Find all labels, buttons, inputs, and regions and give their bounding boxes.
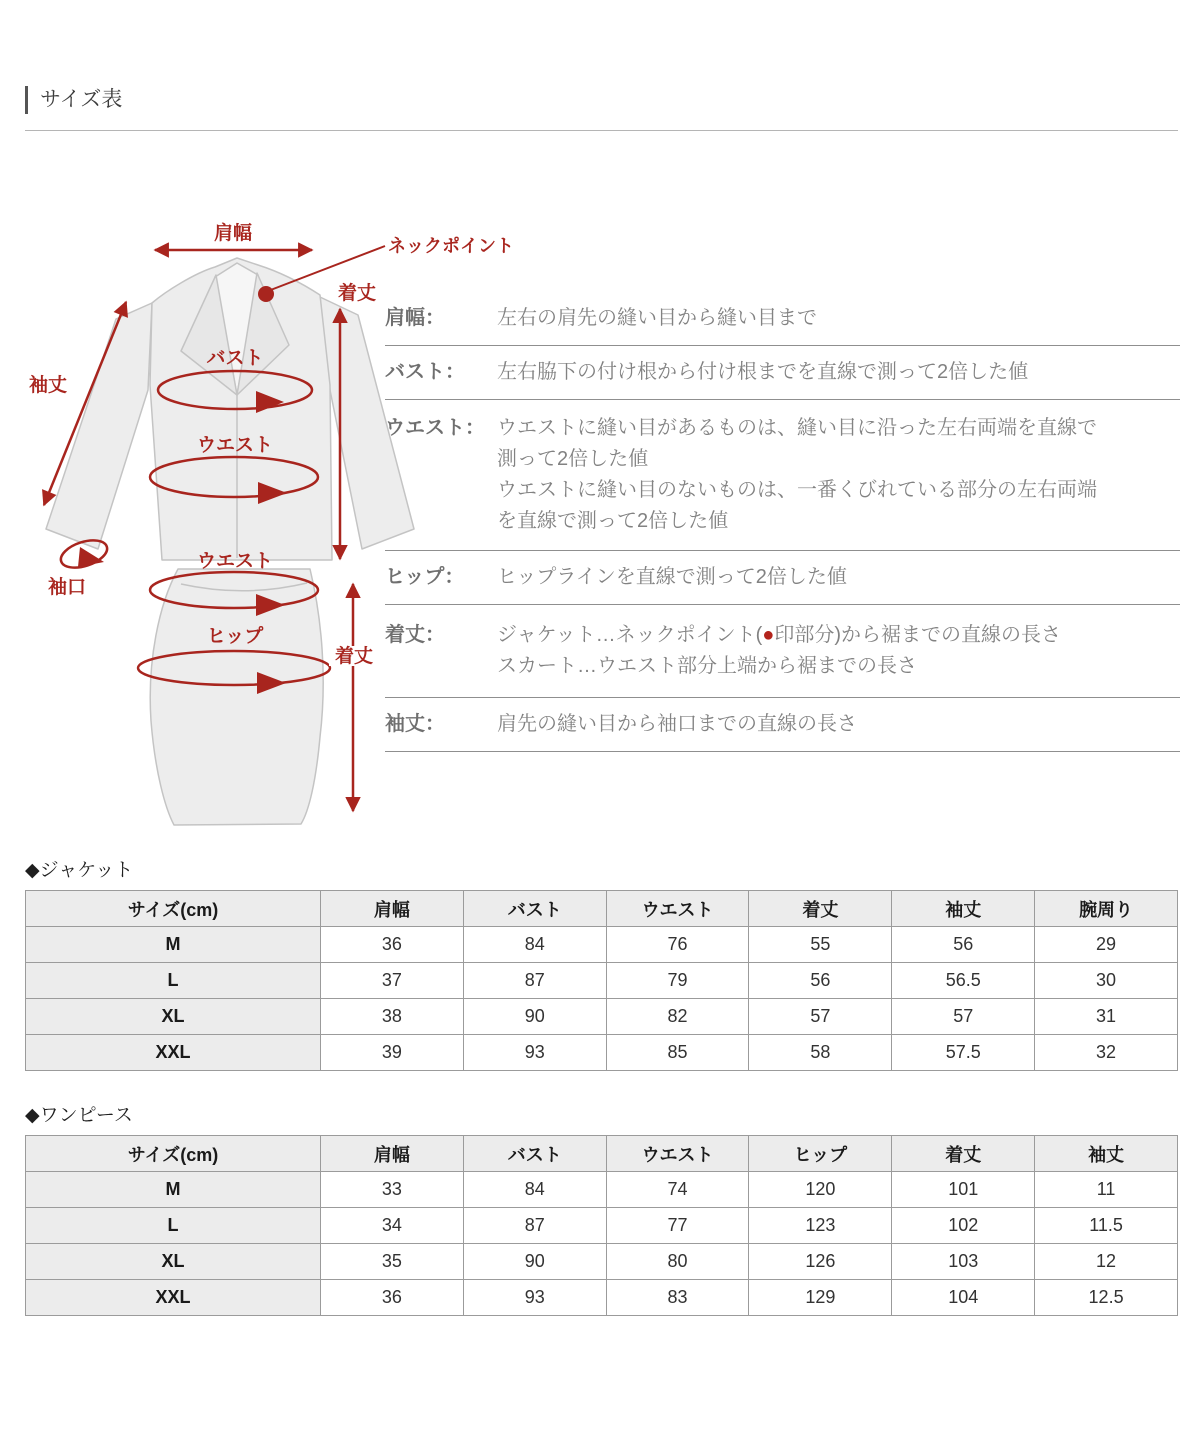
definition-description-line: ヒップラインを直線で測って2倍した値 xyxy=(497,566,847,588)
definition-term: バスト： xyxy=(385,361,465,383)
label-cuff: 袖口 xyxy=(47,577,87,598)
size-table-header-cell: ヒップ xyxy=(749,1136,892,1172)
size-table-row xyxy=(26,999,1178,1035)
size-value-cell: 33 xyxy=(321,1172,464,1208)
size-row-label: M xyxy=(26,1172,321,1208)
jacket-section-title: ◆ジャケット xyxy=(25,860,134,881)
size-table-row xyxy=(26,1208,1178,1244)
size-table-row xyxy=(26,1280,1178,1316)
size-row-label: XXL xyxy=(26,1035,321,1071)
size-table-header-cell: 着丈 xyxy=(749,891,892,927)
definition-row xyxy=(385,346,1180,400)
jacket-left-sleeve xyxy=(46,303,152,549)
definition-description-line: ウエストに縫い目のないものは、一番くびれている部分の左右両端 xyxy=(497,479,1097,501)
size-value-cell: 79 xyxy=(606,963,749,999)
size-table-row xyxy=(26,1035,1178,1071)
definition-term: 袖丈： xyxy=(385,713,445,735)
definition-term: 着丈： xyxy=(385,624,445,646)
definition-description xyxy=(497,562,1180,593)
size-table-row xyxy=(26,963,1178,999)
size-value-cell: 30 xyxy=(1035,963,1178,999)
size-value-cell: 57 xyxy=(892,999,1035,1035)
size-value-cell: 76 xyxy=(606,927,749,963)
definition-term: ヒップ： xyxy=(385,566,465,588)
size-row-label: L xyxy=(26,1208,321,1244)
size-value-cell: 74 xyxy=(606,1172,749,1208)
size-value-cell: 37 xyxy=(321,963,464,999)
size-value-cell: 11.5 xyxy=(1035,1208,1178,1244)
size-value-cell: 101 xyxy=(892,1172,1035,1208)
label-hip: ヒップ xyxy=(206,626,264,647)
size-table-header-cell: 着丈 xyxy=(892,1136,1035,1172)
size-value-cell: 90 xyxy=(463,999,606,1035)
size-value-cell: 103 xyxy=(892,1244,1035,1280)
size-table-header-cell: ウエスト xyxy=(606,1136,749,1172)
size-value-cell: 38 xyxy=(321,999,464,1035)
size-table-row xyxy=(26,1244,1178,1280)
definition-description xyxy=(497,620,1180,682)
size-table-header-cell: ウエスト xyxy=(606,891,749,927)
size-value-cell: 55 xyxy=(749,927,892,963)
size-value-cell: 35 xyxy=(321,1244,464,1280)
definition-description-line: を直線で測って2倍した値 xyxy=(497,510,729,532)
size-value-cell: 56 xyxy=(749,963,892,999)
size-value-cell: 29 xyxy=(1035,927,1178,963)
size-table-header-cell: バスト xyxy=(463,891,606,927)
definition-description xyxy=(497,303,1180,334)
size-value-cell: 120 xyxy=(749,1172,892,1208)
size-value-cell: 11 xyxy=(1035,1172,1178,1208)
size-value-cell: 123 xyxy=(749,1208,892,1244)
size-table-header-cell: サイズ(cm) xyxy=(26,1136,321,1172)
size-value-cell: 126 xyxy=(749,1244,892,1280)
size-table-header-row xyxy=(26,1136,1178,1172)
size-value-cell: 57 xyxy=(749,999,892,1035)
size-table-row xyxy=(26,1172,1178,1208)
label-skirt-waist: ウエスト xyxy=(196,551,274,572)
size-value-cell: 77 xyxy=(606,1208,749,1244)
size-table-header-cell: バスト xyxy=(463,1136,606,1172)
size-value-cell: 84 xyxy=(463,927,606,963)
size-table-header-cell: 肩幅 xyxy=(321,1136,464,1172)
size-value-cell: 82 xyxy=(606,999,749,1035)
size-value-cell: 31 xyxy=(1035,999,1178,1035)
definition-description-line: ウエストに縫い目があるものは、縫い目に沿った左右両端を直線で xyxy=(497,417,1097,439)
size-row-label: L xyxy=(26,963,321,999)
size-row-label: M xyxy=(26,927,321,963)
size-table-header-cell: 腕周り xyxy=(1035,891,1178,927)
label-neck-point: ネックポイント xyxy=(388,236,514,256)
size-value-cell: 56 xyxy=(892,927,1035,963)
size-value-cell: 12 xyxy=(1035,1244,1178,1280)
title-divider xyxy=(25,130,1178,131)
size-row-label: XL xyxy=(26,999,321,1035)
size-value-cell: 58 xyxy=(749,1035,892,1071)
definition-description-line: ジャケット…ネックポイント(●印部分)から裾までの直線の長さ xyxy=(497,624,1062,646)
definition-row xyxy=(385,698,1180,752)
label-bust: バスト xyxy=(206,348,264,369)
page-title: サイズ表 xyxy=(25,86,122,114)
cuff-arrowhead xyxy=(78,547,104,567)
size-value-cell: 84 xyxy=(463,1172,606,1208)
neck-point-mark: ● xyxy=(762,624,775,646)
size-value-cell: 57.5 xyxy=(892,1035,1035,1071)
size-table-header-cell: 肩幅 xyxy=(321,891,464,927)
measurement-definitions xyxy=(385,292,1180,752)
definition-row xyxy=(385,292,1180,346)
size-value-cell: 90 xyxy=(463,1244,606,1280)
size-value-cell: 87 xyxy=(463,963,606,999)
definition-row xyxy=(385,400,1180,551)
definition-description xyxy=(497,709,1180,740)
size-value-cell: 104 xyxy=(892,1280,1035,1316)
size-row-label: XXL xyxy=(26,1280,321,1316)
label-shoulder-width: 肩幅 xyxy=(213,223,253,244)
label-skirt-length: 着丈 xyxy=(334,646,374,667)
size-value-cell: 12.5 xyxy=(1035,1280,1178,1316)
onepiece-size-table xyxy=(25,1135,1178,1316)
label-jacket-waist: ウエスト xyxy=(196,435,274,456)
definition-description-line: スカート…ウエスト部分上端から裾までの長さ xyxy=(497,655,917,677)
size-value-cell: 102 xyxy=(892,1208,1035,1244)
size-value-cell: 85 xyxy=(606,1035,749,1071)
definition-description-line: 測って2倍した値 xyxy=(497,448,649,470)
definition-description-line: 左右脇下の付け根から付け根までを直線で測って2倍した値 xyxy=(497,361,1029,383)
size-table-header-cell: 袖丈 xyxy=(1035,1136,1178,1172)
size-value-cell: 39 xyxy=(321,1035,464,1071)
size-value-cell: 129 xyxy=(749,1280,892,1316)
size-value-cell: 87 xyxy=(463,1208,606,1244)
size-value-cell: 32 xyxy=(1035,1035,1178,1071)
size-value-cell: 93 xyxy=(463,1280,606,1316)
definition-description-line: 肩先の縫い目から袖口までの直線の長さ xyxy=(497,713,857,735)
definition-description-line: 左右の肩先の縫い目から縫い目まで xyxy=(497,307,817,329)
label-sleeve-length: 袖丈 xyxy=(28,375,68,396)
definition-description xyxy=(497,357,1180,388)
size-value-cell: 36 xyxy=(321,1280,464,1316)
size-table-row xyxy=(26,927,1178,963)
definition-description xyxy=(497,413,1180,537)
size-value-cell: 56.5 xyxy=(892,963,1035,999)
onepiece-section-title: ◆ワンピース xyxy=(25,1105,133,1126)
size-value-cell: 83 xyxy=(606,1280,749,1316)
definition-row xyxy=(385,551,1180,605)
size-row-label: XL xyxy=(26,1244,321,1280)
definition-row xyxy=(385,605,1180,698)
label-jacket-length: 着丈 xyxy=(337,283,377,304)
size-value-cell: 34 xyxy=(321,1208,464,1244)
size-table-header-row xyxy=(26,891,1178,927)
definition-term: ウエスト： xyxy=(385,417,485,439)
definition-term: 肩幅： xyxy=(385,307,445,329)
neck-point-dot xyxy=(258,286,274,302)
size-value-cell: 80 xyxy=(606,1244,749,1280)
size-table-header-cell: 袖丈 xyxy=(892,891,1035,927)
size-value-cell: 93 xyxy=(463,1035,606,1071)
jacket-size-table xyxy=(25,890,1178,1071)
size-value-cell: 36 xyxy=(321,927,464,963)
size-table-header-cell: サイズ(cm) xyxy=(26,891,321,927)
